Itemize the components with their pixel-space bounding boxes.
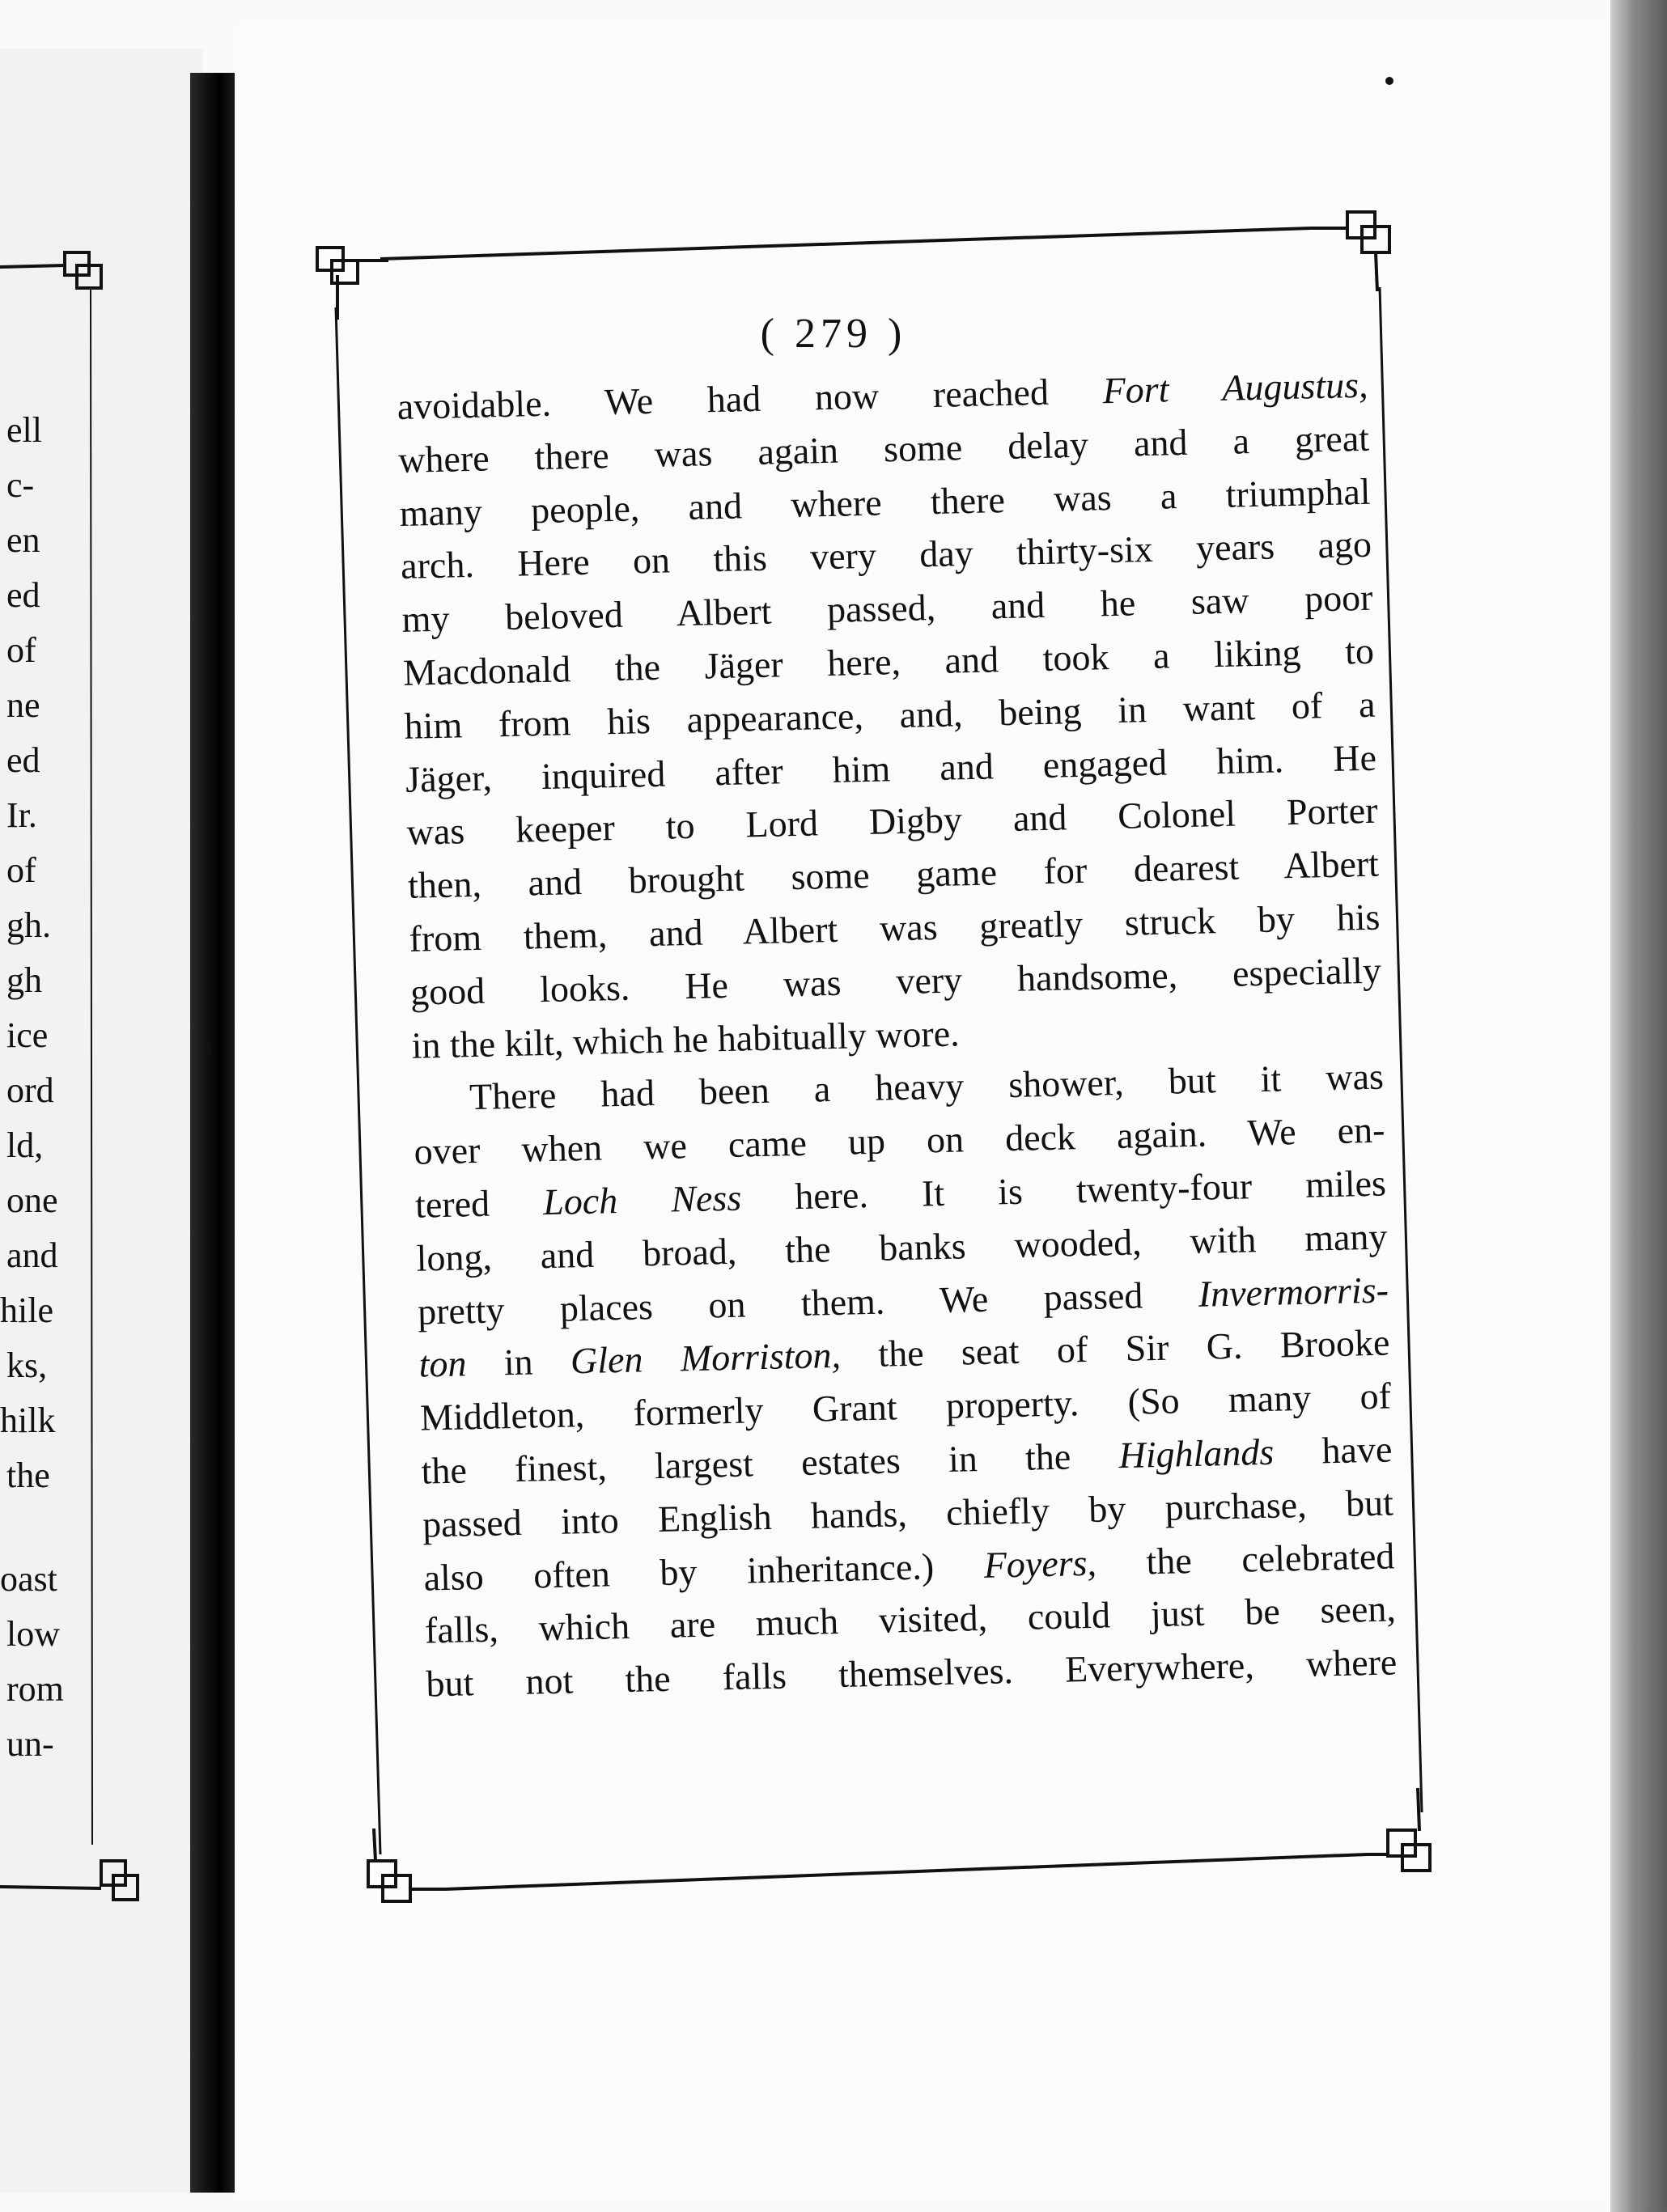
text-segment: passed into English hands, chiefly by purchase, but xyxy=(422,1481,1394,1545)
body-text xyxy=(397,358,1398,1711)
frame-left-rule xyxy=(336,307,380,1854)
left-page-fragment: ks, xyxy=(6,1345,48,1385)
italic-text: Fort Augustus, xyxy=(1102,363,1369,412)
left-page-fragment: un- xyxy=(6,1724,54,1764)
left-page-fragment: rom xyxy=(6,1669,64,1709)
left-page-fragment: ed xyxy=(6,575,40,615)
italic-text: Loch Ness xyxy=(542,1176,742,1223)
left-page-ornament-bottom xyxy=(0,1861,138,1900)
text-segment: many people, and where there was a triumphal xyxy=(399,470,1371,534)
left-page-fragment: low xyxy=(6,1614,60,1654)
text-segment: There had been a heavy shower, but it was xyxy=(469,1055,1385,1118)
corner-ornament-top-right xyxy=(1311,212,1389,291)
left-page-fragment: gh xyxy=(6,960,42,1000)
left-page-fragment: hilk xyxy=(0,1401,56,1440)
text-segment: long, and broad, the banks wooded, with many xyxy=(416,1215,1388,1279)
text-segment: where there was again some delay and a great xyxy=(397,417,1370,481)
frame-top-rule xyxy=(380,228,1311,259)
text-segment: Jäger, inquired after him and engaged him. He xyxy=(405,736,1377,800)
italic-text: ton xyxy=(418,1342,467,1386)
left-page-fragment: one xyxy=(6,1180,58,1220)
text-segment: falls, which are much visited, could just be seen, xyxy=(424,1587,1397,1651)
left-page-fragment: ed xyxy=(6,740,40,780)
ink-speck xyxy=(205,1044,211,1057)
page-number: ( 279 ) xyxy=(760,311,907,357)
text-segment: here. It is twenty-four miles xyxy=(740,1162,1387,1218)
left-page-fragment: ice xyxy=(6,1015,49,1055)
left-page-fragment: the xyxy=(6,1456,50,1495)
text-segment: Macdonald the Jäger here, and took a liking to xyxy=(402,629,1375,693)
text-segment: have xyxy=(1273,1428,1393,1473)
text-segment: pretty places on them. We passed xyxy=(417,1273,1199,1333)
text-segment: over when we came up on deck again. We en- xyxy=(414,1108,1385,1172)
text-segment: in the kilt, which he habitually wore. xyxy=(411,1011,961,1066)
left-page-fragment: ne xyxy=(6,685,40,725)
left-page-fragment: en xyxy=(6,520,40,560)
text-segment: good looks. He was very handsome, especially xyxy=(409,949,1382,1013)
left-page-fragment: oast xyxy=(0,1559,57,1599)
left-page-fragment: of xyxy=(6,850,36,890)
text-segment: avoidable. We had now reached xyxy=(397,370,1104,427)
italic-text: Highlands xyxy=(1118,1430,1275,1477)
left-page-fragment: of xyxy=(6,630,36,670)
ink-speck xyxy=(1385,77,1393,85)
left-page-fragment: c- xyxy=(6,465,35,505)
left-page-fragment: gh. xyxy=(6,905,51,945)
left-page-fragment: ell xyxy=(6,410,42,450)
italic-text: Foyers, xyxy=(983,1541,1097,1586)
text-segment: tered xyxy=(414,1181,544,1226)
left-page-fragment: hile xyxy=(0,1290,53,1330)
corner-ornament-top-left xyxy=(317,248,388,320)
text-segment: but not the falls themselves. Everywhere, where xyxy=(425,1641,1398,1705)
text-segment: the seat of Sir G. Brooke xyxy=(840,1321,1390,1376)
left-page-fragment: ld, xyxy=(6,1125,44,1165)
text-segment: arch. Here on this very day thirty-six years ago xyxy=(400,523,1372,587)
text-segment: from them, and Albert was greatly struck by his xyxy=(409,896,1381,960)
frame-bottom-rule xyxy=(445,1854,1368,1889)
text-segment: the finest, largest estates in the xyxy=(421,1434,1120,1492)
italic-text: Invermorris- xyxy=(1198,1269,1389,1315)
text-segment: my beloved Albert passed, and he saw poor xyxy=(401,576,1373,641)
italic-text: Glen Morriston, xyxy=(570,1334,842,1382)
text-segment: in xyxy=(465,1340,571,1384)
text-segment: Middleton, formerly Grant property. (So many of xyxy=(419,1375,1392,1439)
left-page-fragment: and xyxy=(6,1235,58,1275)
text-segment: the celebrated xyxy=(1096,1534,1395,1583)
text-segment: was keeper to Lord Digby and Colonel Porter xyxy=(406,790,1378,854)
text-segment: also often by inheritance.) xyxy=(422,1544,985,1599)
text-segment: him from his appearance, and, being in want of a xyxy=(404,683,1376,747)
text-segment: then, and brought some game for dearest Albert xyxy=(407,842,1380,907)
left-page-fragment: Ir. xyxy=(6,795,37,835)
left-page-fragment: ord xyxy=(6,1070,54,1110)
